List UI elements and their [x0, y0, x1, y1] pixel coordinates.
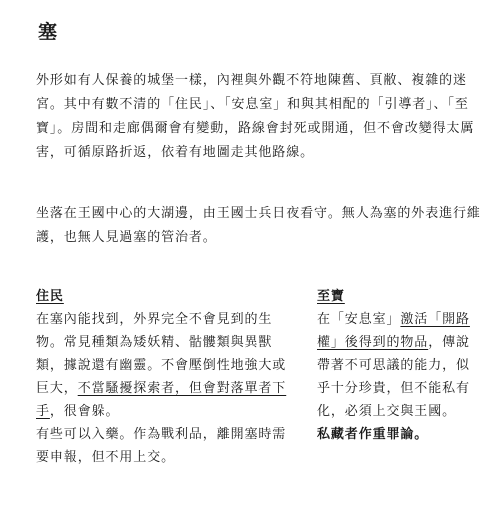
treasure-text: ，傳說帶著不可思議的能力，似乎十分珍貴，但不能私有化，必須上交與王國。: [317, 335, 470, 419]
treasure-heading: 至寶: [317, 289, 345, 304]
term-resident: 住民: [175, 97, 203, 112]
residents-text: ，很會躲。: [49, 404, 120, 419]
treasure-warning: 私藏者作重罪論。: [317, 427, 429, 442]
term-rest-room: 安息室: [231, 97, 274, 112]
residents-paragraph-1: [36, 308, 292, 423]
page-title: 塞: [38, 21, 58, 43]
treasure-section: [317, 286, 483, 446]
treasure-underlined-text: 激活「開路權」後得到的物品: [317, 312, 470, 350]
residents-section: [36, 286, 292, 469]
intro-paragraph-1: [36, 69, 481, 165]
intro-text: 」、「: [426, 97, 455, 112]
intro-text: 」和與其相配的「: [273, 97, 385, 112]
residents-heading: 住民: [36, 289, 64, 304]
treasure-paragraph: [317, 308, 483, 423]
intro-text: 外形如有人保養的城堡一樣，內裡與外觀不符地陳舊、頁敝、複雜的迷宮。其中有數不清的「: [36, 73, 467, 112]
intro-text: 」。房間和走廊偶爾會有變動，路線會封死或開通，但不會改變得太厲害，可循原路折返，依着有地圖走其他路線。: [36, 121, 475, 160]
intro-paragraph-2: 坐落在王國中心的大湖邊，由王國士兵日夜看守。無人為塞的外表進行維護，也無人見過塞的管治者。: [36, 206, 481, 245]
residents-underlined-text: 不當騷擾探索者，但會對落單者下手: [36, 381, 287, 419]
residents-paragraph-2: 有些可以入藥。作為戰利品，離開塞時需要申報，但不用上交。: [36, 427, 287, 465]
intro-text: 」、「: [202, 97, 232, 112]
treasure-text: 在「安息室」: [317, 312, 401, 327]
residents-text: 在塞內能找到，外界完全不會見到的生物。常見種類為矮妖精、骷髏類與異獸類，據說還有幽靈。不會壓倒性地強大或巨大，: [36, 312, 287, 396]
term-guide: 引導者: [384, 97, 427, 112]
term-treasure: 至寶: [36, 97, 469, 136]
